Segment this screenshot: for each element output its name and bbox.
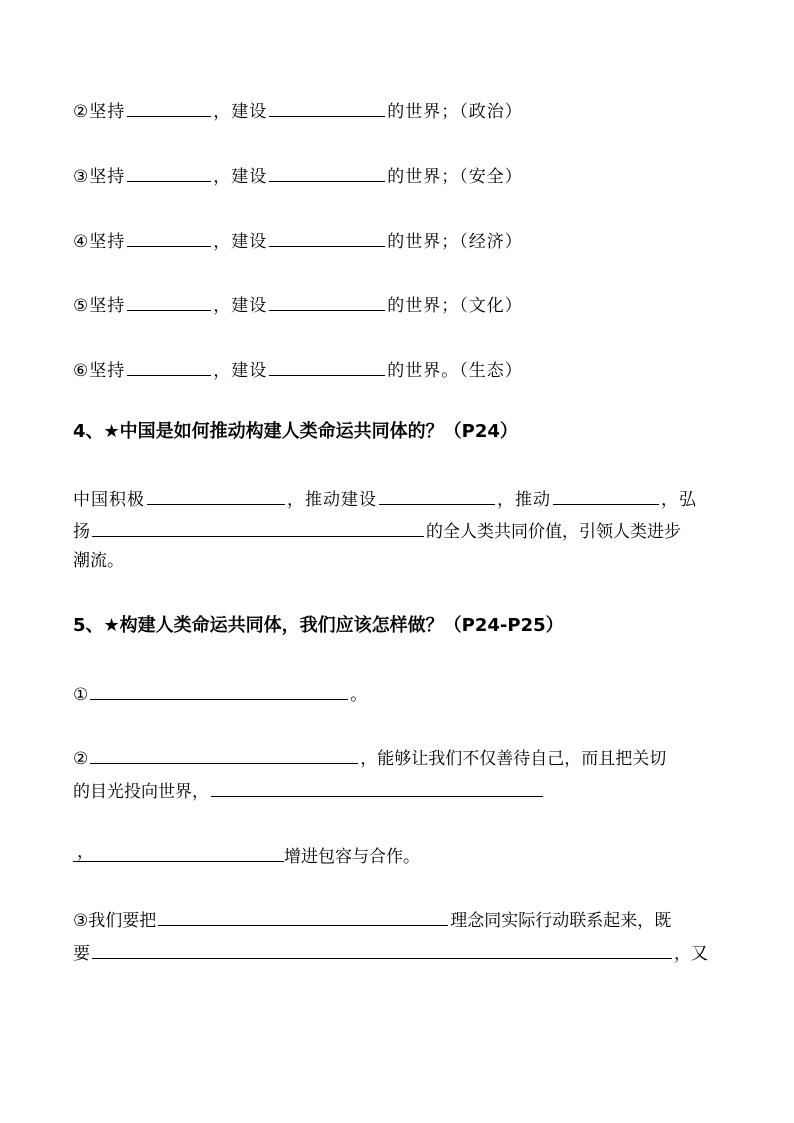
item-marker: ① bbox=[73, 685, 89, 705]
blank-field[interactable] bbox=[127, 355, 211, 376]
blank-field[interactable] bbox=[92, 938, 672, 959]
blank-field[interactable] bbox=[269, 290, 385, 311]
item-politics bbox=[73, 96, 523, 122]
q5-text: 要 bbox=[73, 944, 90, 964]
item-suffix: 的世界；（经济） bbox=[387, 232, 523, 252]
item-prefix: 坚持 bbox=[89, 167, 126, 187]
item-marker: ② bbox=[73, 102, 90, 122]
blank-field[interactable] bbox=[158, 905, 448, 926]
item-mid: ，建设 bbox=[213, 361, 268, 381]
item-prefix: 坚持 bbox=[89, 296, 126, 316]
blank-field[interactable] bbox=[90, 679, 348, 700]
q5-text: ，又 bbox=[674, 944, 708, 964]
item-culture bbox=[73, 290, 523, 316]
q4-text: 中国积极 bbox=[73, 490, 145, 510]
q4-text: 的全人类共同价值，引领人类进步 bbox=[426, 522, 681, 542]
item-prefix: 坚持 bbox=[89, 361, 126, 381]
blank-field[interactable] bbox=[553, 484, 659, 505]
item-security bbox=[73, 161, 523, 187]
item-marker: ④ bbox=[73, 232, 90, 252]
blank-field[interactable] bbox=[147, 484, 285, 505]
q5-item-2-line-2 bbox=[73, 776, 545, 802]
question-4-heading: 4、★中国是如何推动构建人类命运共同体的？（P24） bbox=[73, 421, 518, 442]
blank-field[interactable] bbox=[379, 484, 495, 505]
q5-text: ，能够让我们不仅善待自己，而且把关切 bbox=[360, 749, 667, 769]
question-5-heading: 5、★构建人类命运共同体，我们应该怎样做？（P24-P25） bbox=[73, 615, 564, 636]
item-economy bbox=[73, 226, 523, 252]
blank-field[interactable] bbox=[127, 290, 211, 311]
q4-text: ，推动 bbox=[497, 490, 551, 510]
q5-text: 。 bbox=[350, 685, 368, 705]
q5-item-3-line-2 bbox=[73, 938, 708, 964]
blank-field[interactable] bbox=[211, 776, 543, 797]
item-mid: ，建设 bbox=[213, 167, 268, 187]
q4-line-1 bbox=[73, 484, 697, 510]
blank-field[interactable] bbox=[127, 226, 211, 247]
q5-item-2-line-1 bbox=[73, 743, 666, 769]
q5-item-1 bbox=[73, 679, 367, 705]
blank-field[interactable] bbox=[269, 161, 385, 182]
item-suffix: 的世界；（文化） bbox=[387, 296, 523, 316]
item-ecology bbox=[73, 355, 523, 381]
item-prefix: 坚持 bbox=[89, 102, 126, 122]
q5-text: ， bbox=[77, 842, 94, 862]
q5-text: 理念同实际行动联系起来，既 bbox=[450, 911, 672, 931]
item-mid: ，建设 bbox=[213, 296, 268, 316]
item-suffix: 的世界；（安全） bbox=[387, 167, 523, 187]
q4-line-2 bbox=[73, 516, 681, 542]
item-marker: ⑤ bbox=[73, 296, 90, 316]
item-mid: ，建设 bbox=[213, 102, 268, 122]
item-mid: ，建设 bbox=[213, 232, 268, 252]
item-suffix: 的世界；（政治） bbox=[387, 102, 523, 122]
q5-text: 增进包容与合作。 bbox=[284, 847, 420, 867]
blank-field[interactable] bbox=[269, 226, 385, 247]
item-marker: ② bbox=[73, 749, 89, 769]
q5-text: 我们要把 bbox=[88, 911, 157, 931]
q4-line-3: 潮流。 bbox=[73, 551, 124, 571]
blank-field[interactable] bbox=[127, 161, 211, 182]
q4-text: 扬 bbox=[73, 522, 90, 542]
q4-text: ，弘 bbox=[661, 490, 697, 510]
blank-field[interactable] bbox=[73, 841, 284, 862]
q5-text: 的目光投向世界， bbox=[73, 782, 209, 802]
item-marker: ③ bbox=[73, 911, 89, 931]
blank-field[interactable] bbox=[90, 743, 358, 764]
q5-item-2-line-3 bbox=[73, 841, 420, 867]
blank-field[interactable] bbox=[92, 516, 424, 537]
blank-field[interactable] bbox=[269, 96, 385, 117]
blank-field[interactable] bbox=[269, 355, 385, 376]
item-marker: ⑥ bbox=[73, 361, 90, 381]
q4-text: ，推动建设 bbox=[287, 490, 377, 510]
item-suffix: 的世界。（生态） bbox=[387, 361, 523, 381]
blank-field[interactable] bbox=[127, 96, 211, 117]
item-prefix: 坚持 bbox=[89, 232, 126, 252]
item-marker: ③ bbox=[73, 167, 90, 187]
q5-item-3-line-1 bbox=[73, 905, 671, 931]
